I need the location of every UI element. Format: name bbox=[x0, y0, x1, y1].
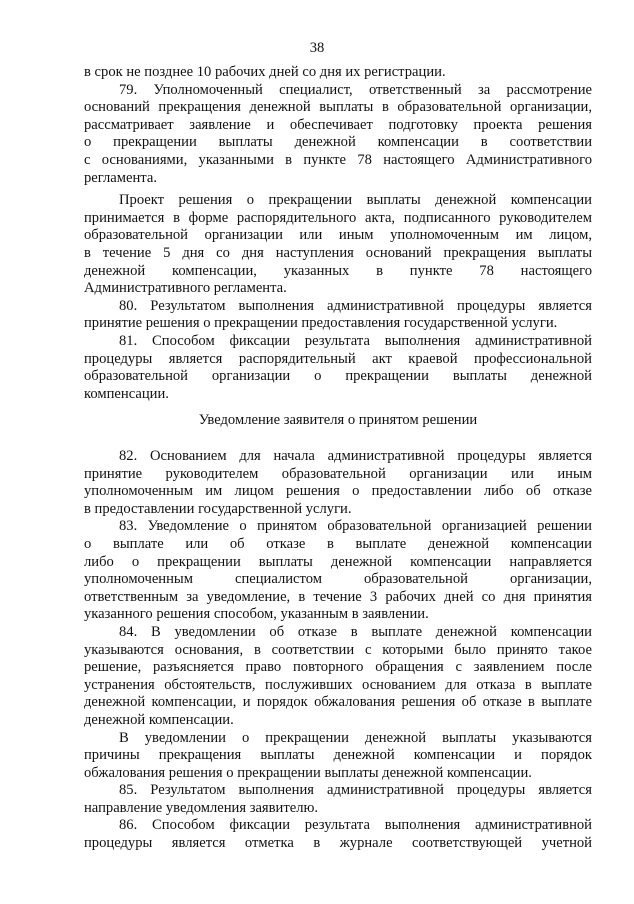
text-line: уполномоченным им лицом решения о предоставлении либо об отказе bbox=[84, 483, 592, 500]
section-heading: Уведомление заявителя о принятом решении bbox=[198, 412, 478, 428]
text-line: ответственным за уведомление, в течение 3 рабочих дней со дня принятия bbox=[84, 588, 592, 605]
text-line: 81. Способом фиксации результата выполнения административной bbox=[119, 332, 592, 349]
text-line: 84. В уведомлении об отказе в выплате денежной компенсации bbox=[119, 623, 592, 640]
text-line: о прекращении выплаты денежной компенсации в соответствии bbox=[84, 134, 592, 151]
text-line: 80. Результатом выполнения административной процедуры является bbox=[119, 297, 592, 314]
text-line: регламента. bbox=[84, 169, 157, 186]
text-line: решение, разъясняется право повторного обращения с заявлением после bbox=[84, 659, 592, 676]
top-text-block bbox=[84, 64, 592, 403]
bottom-text-block bbox=[84, 448, 592, 853]
text-line: денежной компенсации. bbox=[84, 711, 234, 728]
text-line: причины прекращения выплаты денежной компенсации и порядок bbox=[84, 747, 592, 764]
text-line: принятие решения о прекращении предоставления государственной услуги. bbox=[84, 315, 558, 332]
text-line: процедуры является отметка в журнале соответствующей учетной bbox=[84, 835, 592, 852]
text-line: в течение 5 дня со дня наступления оснований прекращения выплаты bbox=[84, 244, 592, 261]
text-line: Административного регламента. bbox=[84, 280, 287, 297]
text-line: В уведомлении о прекращении денежной выплаты указываются bbox=[119, 729, 592, 746]
section-heading-block bbox=[84, 412, 592, 430]
text-line: указанного решения способом, указанным в заявлении. bbox=[84, 606, 429, 623]
text-line: 82. Основанием для начала административной процедуры является bbox=[119, 448, 592, 464]
text-line: образовательной организации или иным уполномоченным им лицом, bbox=[84, 227, 592, 244]
text-line: компенсации. bbox=[84, 385, 169, 402]
text-line: 86. Способом фиксации результата выполнения административной bbox=[119, 817, 592, 834]
text-line: указываются основания, в соответствии с которыми было принято такое bbox=[84, 641, 592, 658]
text-line: принимается в форме распорядительного акта, подписанного руководителем bbox=[84, 209, 592, 226]
text-line: денежной компенсации, указанных в пункте 78 настоящего bbox=[84, 262, 592, 279]
text-line: образовательной организации о прекращении выплаты денежной bbox=[84, 368, 592, 385]
text-line: устранения обстоятельств, послуживших основанием для отказа в выплате bbox=[84, 676, 592, 693]
text-line: 85. Результатом выполнения административной процедуры является bbox=[119, 782, 592, 799]
text-line: Проект решения о прекращении выплаты денежной компенсации bbox=[119, 192, 592, 209]
text-line: оснований прекращения денежной выплаты в образовательной организации, bbox=[84, 99, 592, 116]
page-number: 38 bbox=[309, 40, 325, 56]
text-line: 83. Уведомление о принятом образовательной организацией решении bbox=[119, 518, 592, 535]
text-line: либо о прекращении выплаты денежной компенсации направляется bbox=[84, 553, 592, 570]
text-line: 79. Уполномоченный специалист, ответственный за рассмотрение bbox=[119, 81, 592, 98]
text-line: о выплате или об отказе в выплате денежной компенсации bbox=[84, 535, 592, 552]
text-line: обжалования решения о прекращении выплаты денежной компенсации. bbox=[84, 764, 532, 781]
text-line: рассматривает заявление и обеспечивает подготовку проекта решения bbox=[84, 116, 592, 133]
text-line: процедуры является распорядительный акт краевой профессиональной bbox=[84, 350, 592, 367]
text-line: с основаниями, указанными в пункте 78 настоящего Административного bbox=[84, 151, 592, 168]
text-line: принятие руководителем образовательной организации или иным bbox=[84, 465, 592, 482]
text-line: уполномоченным специалистом образовательной организации, bbox=[84, 571, 592, 588]
text-line: в предоставлении государственной услуги. bbox=[84, 500, 352, 517]
text-line: денежной компенсации, и порядок обжалования решения об отказе в выплате bbox=[84, 694, 592, 711]
text-line: в срок не позднее 10 рабочих дней со дня их регистрации. bbox=[84, 64, 446, 80]
text-line: направление уведомления заявителю. bbox=[84, 799, 319, 816]
